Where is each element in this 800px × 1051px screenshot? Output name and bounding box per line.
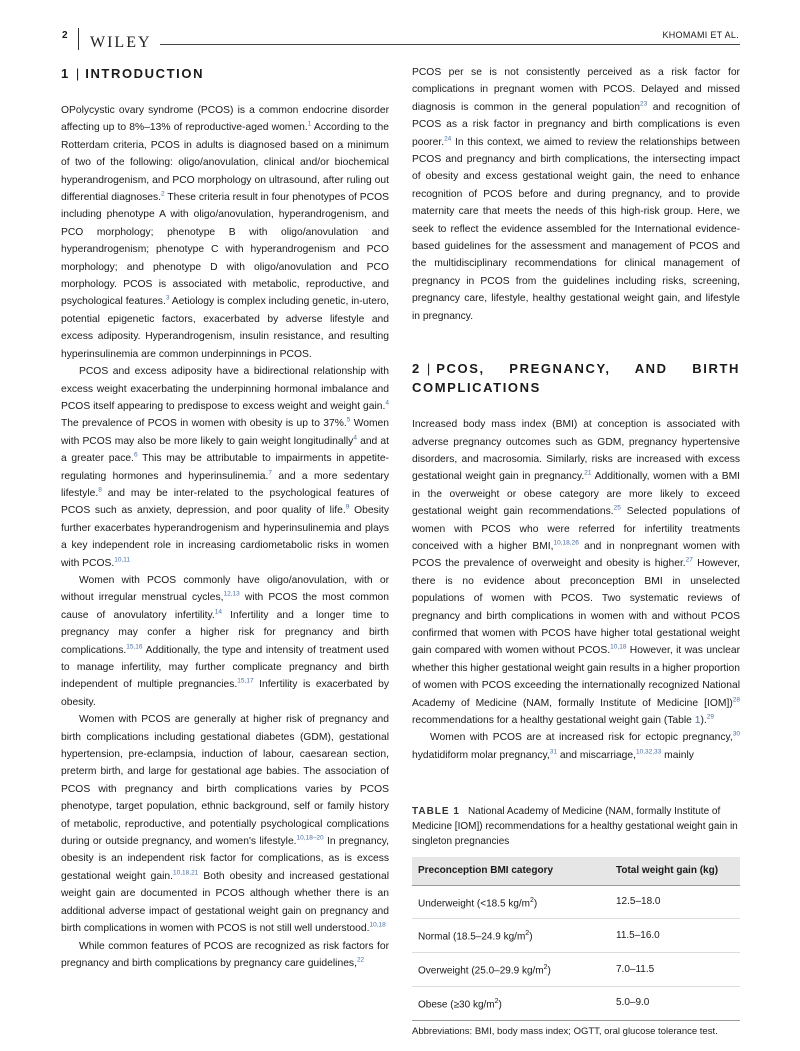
citation-link[interactable]: 25 xyxy=(613,504,621,512)
text-run: Obesity further exacerbates hyperandrogenism and hyperinsulinemia and plays a key independent role in increasing cardiometabolic risks in women with PCOS. xyxy=(61,505,389,569)
citation-link[interactable]: 23 xyxy=(639,100,648,108)
cell-superscript: 2 xyxy=(494,997,499,1005)
text-run: Additionally, women with a BMI in the overweight or obese category are more likely to exceed gestational weight gain recommendations. xyxy=(412,471,741,518)
table-label: TABLE 1 xyxy=(412,806,460,818)
table-cell: 7.0–11.5 xyxy=(610,953,740,987)
paragraph xyxy=(61,711,389,937)
column-header: Preconception BMI category xyxy=(412,857,610,885)
text-run: In this context, we aimed to review the relationships between PCOS and pregnancy and birth complications, the intersecting impact of obesity and excess gestational weight gain, the need to enhance recognition of PCOS before and during pregnancy, and to provide maternity care that meets the needs of this high-risk group. Here, we seek to reflect the evidence assembled for the International evidence-based guidelines for the assessment and management of PCOS and the multidisciplinary recommendations for clinical management of pregnancy in PCOS from the guidelines including risks, screening, pregnancy care, lifestyle, healthy gestational weight gain, and lifestyle in pregnancy. xyxy=(412,136,740,322)
paragraph xyxy=(61,938,389,973)
citation-link[interactable]: 10,18 xyxy=(369,921,386,929)
section-heading xyxy=(412,359,740,397)
text-run: with PCOS the most common cause of anovulatory infertility. xyxy=(61,592,389,621)
citation-link[interactable]: 4 xyxy=(353,434,357,442)
citation-link[interactable]: 31 xyxy=(549,748,557,756)
citation-link[interactable]: 30 xyxy=(732,730,740,738)
paragraph xyxy=(61,572,389,711)
citation-link[interactable]: 10,18,26 xyxy=(553,539,579,547)
citation-link[interactable]: 10,11 xyxy=(114,556,131,564)
cell-text: Overweight (25.0–29.9 kg/m xyxy=(418,965,544,977)
text-run: Women with PCOS are at increased risk for ectopic pregnancy, xyxy=(430,732,733,744)
citation-link[interactable]: 3 xyxy=(165,295,170,303)
text-run: Infertility and a longer time to pregnancy may confer a higher risk for pregnancy and birth complications. xyxy=(61,609,389,656)
text-run: Both obesity and increased gestational weight gain are documented in PCOS although whether there is an additional adverse impact of gestational weight gain on pregnancy and birth complications in women with PCOS is not still well understood. xyxy=(61,870,389,935)
text-run: Aetiology is complex including genetic, in-utero, potential epigenetic factors, exacerbated by adverse lifestyle and excess adiposity. Hyperandrogenism, insulin resistance, and resulting hyperinsulinemia are common underpinnings in PCOS. xyxy=(61,296,390,360)
table-row xyxy=(412,953,740,987)
text-run: The prevalence of PCOS in women with obesity is up to 37%. xyxy=(61,418,347,430)
citation-link[interactable]: 8 xyxy=(98,486,102,494)
table-header-row xyxy=(412,857,740,885)
citation-link[interactable]: 5 xyxy=(346,416,351,424)
citation-link[interactable]: 10,18 xyxy=(610,643,627,651)
bmi-weight-gain-table xyxy=(412,857,740,1020)
text-run: recommendations for a healthy gestational weight gain (Table xyxy=(412,715,695,726)
text-run: and at a greater pace. xyxy=(61,435,389,465)
table-cell: 5.0–9.0 xyxy=(610,986,740,1020)
table-cell xyxy=(412,885,610,919)
text-run: mainly xyxy=(661,749,694,761)
table-row xyxy=(412,885,740,919)
citation-link[interactable]: 10,18–20 xyxy=(296,834,324,842)
citation-link[interactable]: 27 xyxy=(685,556,693,564)
cell-superscript: 2 xyxy=(525,930,530,938)
citation-link[interactable]: 21 xyxy=(584,469,592,477)
cell-text: ) xyxy=(498,999,502,1011)
text-run: hydatidiform molar pregnancy, xyxy=(412,749,550,761)
cell-text: ) xyxy=(529,931,533,943)
section-number: 2 xyxy=(412,361,421,377)
paragraph xyxy=(412,729,740,764)
citation-link[interactable]: 15,17 xyxy=(237,677,254,685)
citation-link[interactable]: 7 xyxy=(268,469,273,477)
text-run: In pregnancy, obesity is an independent risk factor for complications, as is excess gestational weight gain. xyxy=(61,836,390,882)
right-column xyxy=(412,64,740,1039)
column-header: Total weight gain (kg) xyxy=(610,857,740,885)
text-run: and miscarriage, xyxy=(556,749,636,761)
text-run: and a more sedentary lifestyle. xyxy=(61,470,390,499)
text-run: Increased body mass index (BMI) at conception is associated with adverse pregnancy outcomes such as GDM, pregnancy hypertensive disorders, and macrosomia. Similarly, risks are increased with excess gestational weight gain in pregnancy. xyxy=(412,419,740,483)
text-run: Selected populations of women with PCOS who were referred for infertility treatments conceived with a higher BMI, xyxy=(412,506,740,552)
section-title: INTRODUCTION xyxy=(85,66,205,81)
text-run: and recognition of PCOS as a risk factor in pregnancy and birth complications is even poorer. xyxy=(412,101,740,148)
citation-link[interactable]: 4 xyxy=(385,399,389,407)
running-head: KHOMAMI ET AL. xyxy=(662,30,739,40)
cell-superscript: 2 xyxy=(543,964,548,972)
cell-superscript: 2 xyxy=(530,896,534,904)
cell-text: Normal (18.5–24.9 kg/m xyxy=(418,931,526,943)
citation-link[interactable]: 15,16 xyxy=(126,643,143,651)
text-run: Additionally, the type and intensity of treatment used to manage infertility, may further complicate pregnancy and birth independent of multiple pregnancies. xyxy=(61,644,389,691)
header-rule xyxy=(160,44,740,45)
text-run: Infertility is exacerbated by obesity. xyxy=(61,679,389,708)
section-number: 1 xyxy=(61,66,70,81)
text-run: ). xyxy=(700,715,707,726)
cell-text: Obese (≥30 kg/m xyxy=(418,999,495,1011)
table-footnote: Abbreviations: BMI, body mass index; OGTT, oral glucose tolerance test. xyxy=(412,1025,718,1037)
text-run: However, there is no evidence about preconception BMI in unselected populations of women with PCOS. Two systematic reviews of pregnancy and birth complications in women with and without PCOS confirmed that women with PCOS have higher total gestational weight gain compared with women without PCOS. xyxy=(412,558,740,657)
paragraph xyxy=(412,416,740,729)
page-header xyxy=(0,0,800,60)
text-run: This may be attributable to impairments in appetite-regulating hormones and hyperinsulinemia. xyxy=(61,453,389,482)
text-run: Women with PCOS commonly have oligo/anovulation, with or without irregular menstrual cycles, xyxy=(61,574,389,604)
section-heading xyxy=(61,64,389,83)
table-cell xyxy=(412,986,610,1020)
citation-link[interactable]: 10,18,21 xyxy=(173,869,199,877)
table-cell: 12.5–18.0 xyxy=(610,885,740,919)
text-run: and in nonpregnant women with PCOS the prevalence of overweight and obesity is higher. xyxy=(412,540,740,570)
cell-text: Underweight (<18.5 kg/m xyxy=(418,897,531,909)
text-run: PCOS per se is not consistently perceived as a risk factor for complications in pregnant women with PCOS. Delayed and missed diagnosis is common in the general population xyxy=(412,67,740,113)
table-cell xyxy=(412,919,610,953)
citation-link[interactable]: 1 xyxy=(307,120,312,128)
table-caption xyxy=(412,804,740,849)
text-run: OPolycystic ovary syndrome (PCOS) is a common endocrine disorder affecting up to 8%–13% of reproductive-aged women. xyxy=(61,105,389,134)
citation-link[interactable]: 24 xyxy=(444,135,452,143)
cell-text: ) xyxy=(533,897,538,909)
table-caption-text: National Academy of Medicine (NAM, formally Institute of Medicine [IOM]) recommendations for a healthy gestational weight gain in singleton pregnancies xyxy=(412,806,738,848)
table-cell: 11.5–16.0 xyxy=(610,919,740,953)
header-divider xyxy=(78,28,79,50)
section-separator: | xyxy=(75,66,80,81)
publisher-logo: WILEY xyxy=(90,34,152,51)
citation-link[interactable]: 14 xyxy=(214,608,222,616)
table-link[interactable]: 1 xyxy=(694,715,701,726)
table-row xyxy=(412,986,740,1020)
text-run: Women with PCOS may also be more likely to gain weight longitudinally xyxy=(61,418,389,447)
page-number: 2 xyxy=(62,30,68,41)
section-separator: | xyxy=(426,361,431,377)
left-column xyxy=(61,64,389,972)
citation-link[interactable]: 6 xyxy=(133,451,138,459)
citation-link[interactable]: 10,32,33 xyxy=(635,748,662,756)
citation-link[interactable]: 29 xyxy=(706,713,715,721)
section-title: PCOS, PREGNANCY, AND BIRTH COMPLICATIONS xyxy=(412,361,740,396)
text-run: PCOS and excess adiposity have a bidirectional relationship with excess weight exacerbating the underpinning hormonal imbalance and PCOS itself appearing to predispose to excess weight and weight gain. xyxy=(61,366,389,412)
text-run: and may be inter-related to the psychological features of PCOS such as anxiety, depression, and poor quality of life. xyxy=(61,487,389,517)
table-cell xyxy=(412,953,610,987)
text-run: According to the Rotterdam criteria, PCOS in adults is diagnosed based on a minimum of two of the following: oligo/anovulation, clinical and/or biochemical hyperandrogenism, and PCO morphology on ultrasound, after ruling out differential diagnoses. xyxy=(61,122,389,204)
citation-link[interactable]: 22 xyxy=(356,956,365,964)
text-run: Women with PCOS are generally at higher risk of pregnancy and birth complications including gestational diabetes (GDM), gestational hypertension, pre-eclampsia, induction of labour, caesarean section, preterm birth, and large for gestational age babies. The association of PCOS with pregnancy and birth complications varies by PCOS phenotype, target population, ethnic background, self or family history of metabolic, reproductive, and potentially psychological complications during or outside pregnancy, and women's lifestyle. xyxy=(61,714,389,848)
citation-link[interactable]: 12,13 xyxy=(223,590,240,598)
citation-link[interactable]: 2 xyxy=(161,190,165,198)
citation-link[interactable]: 9 xyxy=(345,503,350,511)
paragraph xyxy=(412,64,740,325)
paragraph xyxy=(61,363,389,572)
cell-text: ) xyxy=(547,965,551,977)
paragraph xyxy=(61,102,389,363)
text-run: While common features of PCOS are recognized as risk factors for pregnancy and birth complications by pregnancy care guidelines, xyxy=(61,940,389,969)
text-run: These criteria result in four phenotypes of PCOS including phenotype A with oligo/anovulation, hyperandrogenism, and PCO morphology; phenotype B with oligo/anovulation and hyperandrogenism; phenotype C with hyperandrogenism and PCO morphology; and phenotype D with oligo/anovulation and PCO morphology. PCOS is associated with metabolic, reproductive, and psychological features. xyxy=(61,192,389,308)
table-row xyxy=(412,919,740,953)
citation-link[interactable]: 28 xyxy=(732,696,740,704)
text-run: However, it was unclear whether this higher gestational weight gain results in a higher proportion of women with PCOS exceeding the internationally recognized National Academy of Medicine (NAM, formally Institute of Medicine [IOM]) xyxy=(412,645,740,709)
